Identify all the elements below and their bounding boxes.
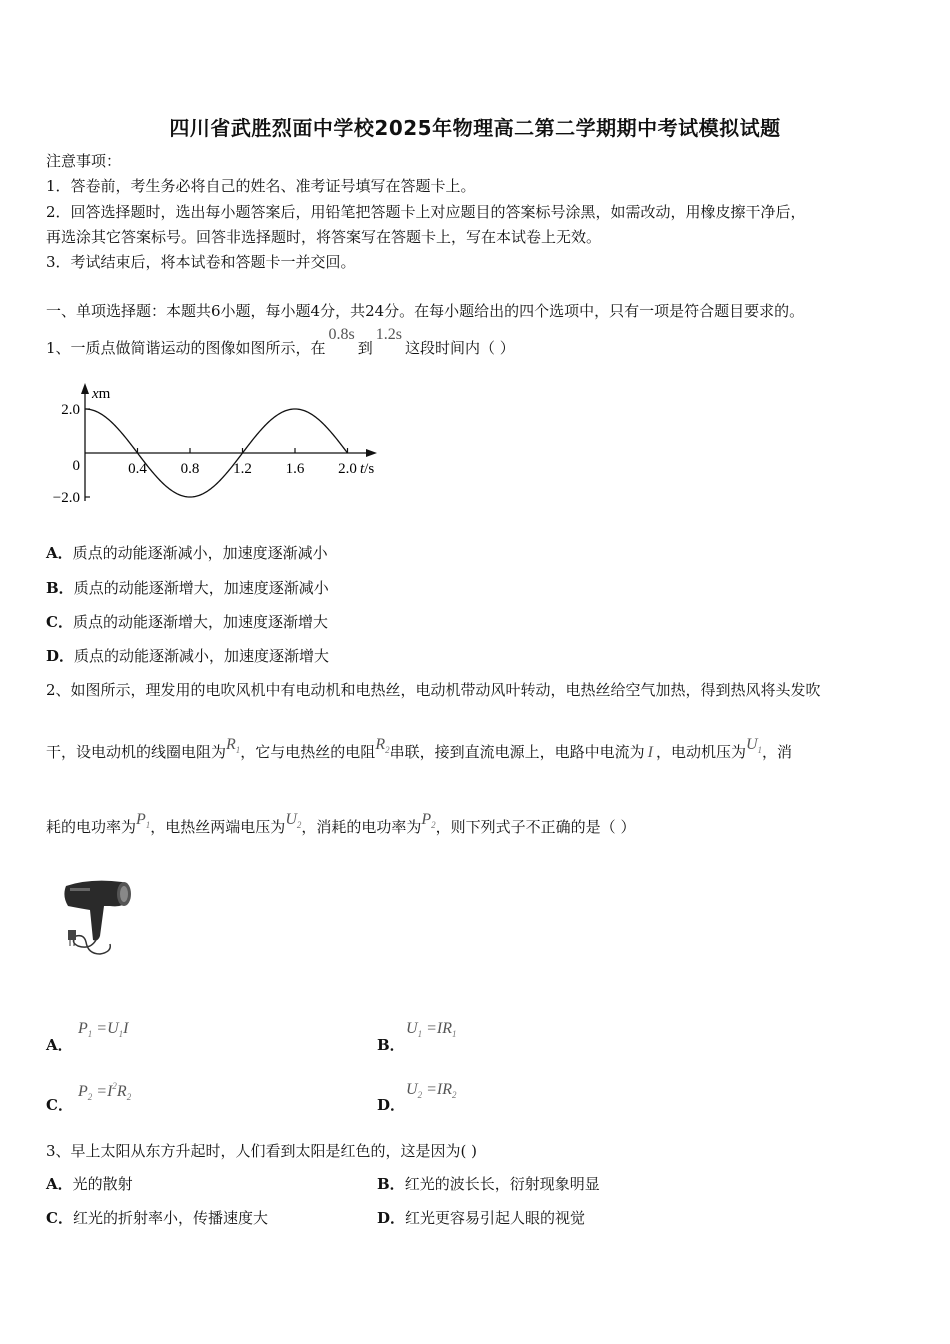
- y-tick-label: 2.0: [61, 402, 80, 418]
- question-3-stem: 3、早上太阳从东方升起时，人们看到太阳是红色的，这是因为( ): [46, 1142, 478, 1160]
- symbol-u2: $U_2$: [285, 811, 302, 830]
- origin-label: 0: [72, 458, 80, 474]
- symbol-i: I: [647, 744, 653, 761]
- option-b[interactable]: B．质点的动能逐渐增大，加速度逐渐减小: [46, 579, 329, 597]
- y-axis-arrow: [81, 383, 89, 394]
- formula-c: $P_2 =I^2R_2$: [78, 1081, 132, 1102]
- notice-heading: 注意事项：: [46, 152, 122, 170]
- formula-b: $U_1 =IR_1$: [406, 1020, 457, 1039]
- option-d[interactable]: D．: [377, 1096, 406, 1114]
- question-1-mid: 到: [357, 339, 373, 357]
- question-2-line-3: 耗的电功率为$P_1$，电热丝两端电压为$U_2$，消耗的电功率为$P_2$，则下列式子不正确的是（ ）: [46, 811, 636, 836]
- option-b[interactable]: B．红光的波长长，衍射现象明显: [377, 1175, 600, 1193]
- option-b[interactable]: B．: [377, 1036, 405, 1054]
- section-heading: 一、单项选择题：本题共6小题，每小题4分，共24分。在每小题给出的四个选项中，只有一项是符合题目要求的。: [46, 302, 805, 320]
- option-c[interactable]: C．: [46, 1096, 73, 1114]
- symbol-r1: $R_1$: [226, 736, 241, 755]
- symbol-p2: $P_2$: [421, 811, 436, 830]
- notice-item: 3．考试结束后，将本试卷和答题卡一并交回。: [46, 253, 356, 271]
- x-axis-label: t/s: [360, 461, 375, 477]
- notice-item: 再选涂其它答案标号。回答非选择题时，将答案写在答题卡上，写在本试卷上无效。: [46, 228, 602, 246]
- symbol-r2: $R_2$: [375, 736, 390, 755]
- x-tick-label: 2.0: [338, 461, 357, 477]
- formula-a: $P_1 =U_1I$: [78, 1020, 129, 1039]
- page-title: 四川省武胜烈面中学校2025年物理高二第二学期期中考试模拟试题: [169, 116, 781, 140]
- x-axis-arrow: [366, 449, 377, 457]
- time-end: 1.2s: [375, 326, 403, 343]
- x-tick-label: 1.6: [285, 461, 305, 477]
- symbol-u1: $U_1$: [745, 736, 763, 755]
- notice-item: 1．答卷前，考生务必将自己的姓名、准考证号填写在答题卡上。: [46, 177, 476, 195]
- question-1-prefix: 1、一质点做简谐运动的图像如图所示，在: [46, 339, 326, 357]
- time-start: 0.8s: [328, 326, 355, 343]
- option-a[interactable]: A．: [46, 1036, 73, 1054]
- option-d[interactable]: D．红光更容易引起人眼的视觉: [377, 1209, 586, 1227]
- question-2-line-1: 2、如图所示，理发用的电吹风机中有电动机和电热丝，电动机带动风叶转动，电热丝给空气加热，得到热风将头发吹: [46, 681, 821, 699]
- x-tick-label: 1.2: [233, 461, 252, 477]
- symbol-p1: $P_1$: [136, 811, 151, 830]
- formula-d: $U_2 =IR_2$: [406, 1081, 457, 1100]
- notice-item: 2．回答选择题时，选出每小题答案后，用铅笔把答题卡上对应题目的答案标号涂黑，如需改动，用橡皮擦干净后，: [46, 203, 806, 221]
- option-d[interactable]: D．质点的动能逐渐减小，加速度逐渐增大: [46, 647, 330, 665]
- question-1-stem: [46, 326, 515, 359]
- hair-dryer-image: [60, 876, 138, 958]
- option-c[interactable]: C．红光的折射率小，传播速度大: [46, 1209, 268, 1227]
- y-axis-label: xm: [92, 386, 111, 402]
- option-a[interactable]: A．光的散射: [46, 1175, 133, 1193]
- y-tick-label: −2.0: [52, 490, 80, 506]
- option-a[interactable]: A．质点的动能逐渐减小，加速度逐渐减小: [46, 544, 328, 562]
- x-tick-label: 0.8: [180, 461, 200, 477]
- question-1-suffix: 这段时间内（ ）: [405, 339, 515, 357]
- option-c[interactable]: C．质点的动能逐渐增大，加速度逐渐增大: [46, 613, 328, 631]
- x-tick-label: 0.4: [128, 461, 147, 477]
- displacement-time-graph: [40, 378, 385, 513]
- question-2-line-2: 干，设电动机的线圈电阻为$R_1$，它与电热丝的电阻$R_2$串联，接到直流电源上，电路中电流为 I ，电动机压为$U_1$，消: [46, 736, 793, 761]
